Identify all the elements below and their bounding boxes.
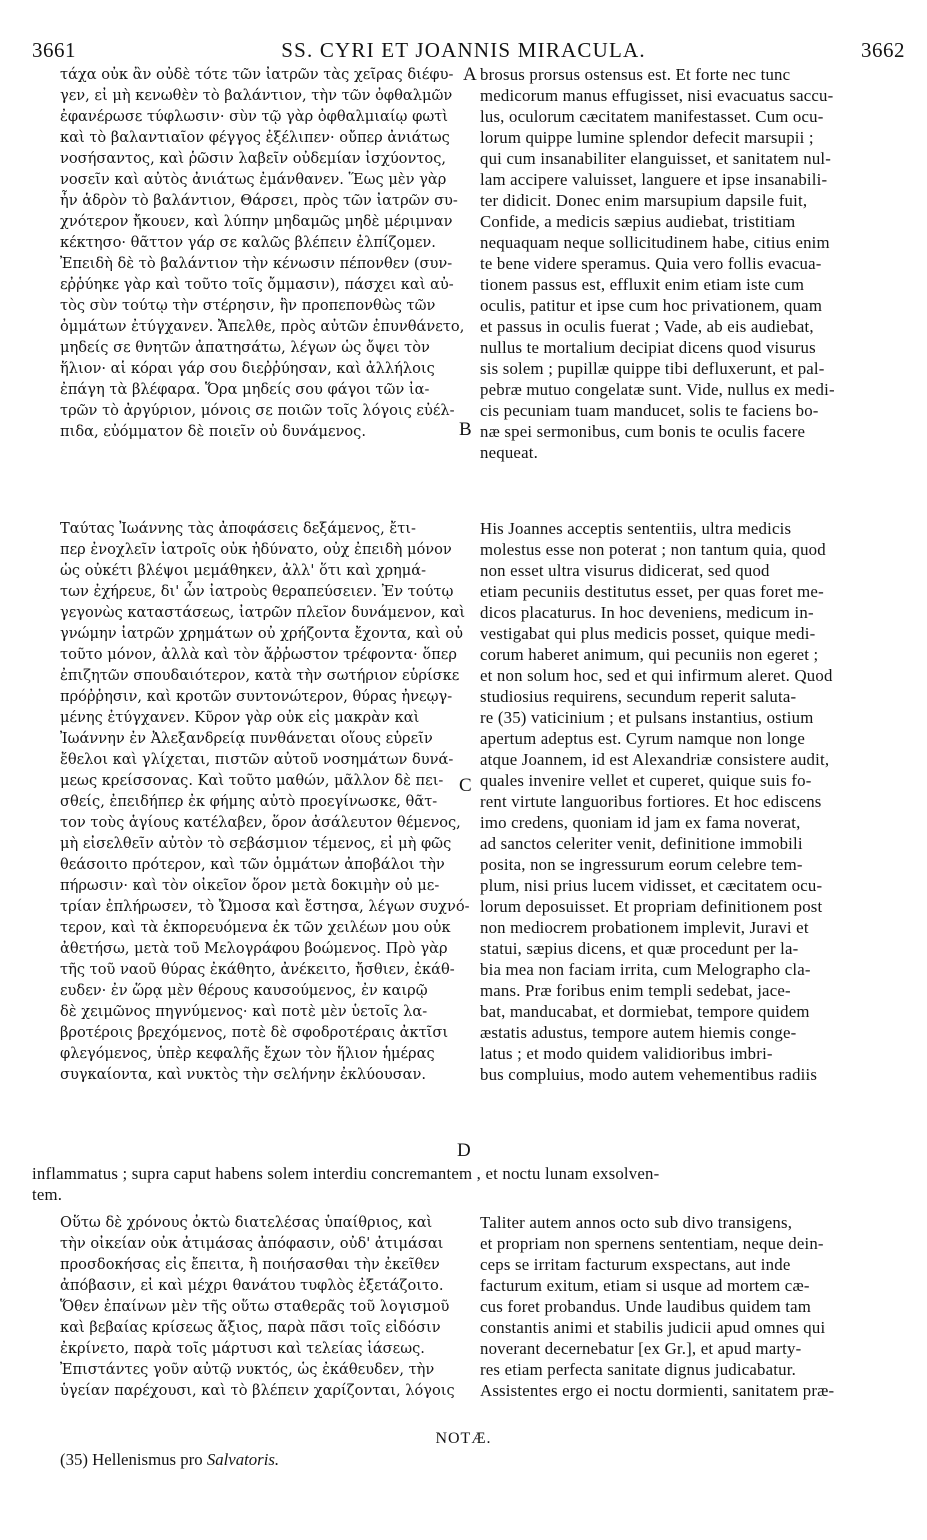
- text-line: ἦν ἁδρὸν τὸ βαλάντιον, Θάρσει, πρὸς τῶν ἰατρῶν συ-: [60, 192, 458, 209]
- text-line: ἐπάγη τὰ βλέφαρα. Ὅρα μηδείς σου φάγοι τῶν ἰα-: [60, 381, 430, 398]
- text-line: τον τοὺς ἁγίους κατέλαβεν, ὅρον ἀσάλευτον θέμενος,: [60, 814, 461, 831]
- text-line: apertum adeptus est. Cyrum namque non longe: [480, 729, 806, 748]
- text-line: μεως κρείσσονας. Καὶ τοῦτο μαθών, μᾶλλον δὲ πει-: [60, 772, 444, 789]
- text-line: καὶ βεβαίας κρίσεως ἄξιος, παρὰ πᾶσι τοῖς εἰδόσιν: [60, 1319, 441, 1336]
- text-line: Assistentes ergo ei noctu dormienti, sanitatem præ-: [480, 1381, 835, 1400]
- text-line: cus foret probandus. Unde laudibus quidem tam: [480, 1297, 812, 1316]
- text-line: æstatis adustus, tempore autem hiemis conge-: [480, 1023, 797, 1042]
- text-line: Taliter autem annos octo sub divo transigens,: [480, 1213, 793, 1232]
- text-line: lam accipere valuisset, languere et ipse insanabili-: [480, 170, 828, 189]
- text-line: νοσήσαντος, καὶ ῥῶσιν λαβεῖν οὐδεμίαν ἰσχύοντος,: [60, 150, 447, 167]
- text-line: studiosius requirens, secundum reperit saluta-: [480, 687, 797, 706]
- latin-column-block-2: [480, 518, 898, 1085]
- text-line: μένης ἐτύγχανεν. Κῦρον γὰρ οὐκ εἰς μακρὰν καὶ: [60, 709, 420, 726]
- text-line: τάχα οὐκ ἂν οὐδὲ τότε τῶν ἰατρῶν τὰς χεῖρας διέφυ-: [60, 66, 454, 83]
- text-line: lorum deposuisset. Et propriam definitionem post: [480, 897, 823, 916]
- text-line: Ἐπειδὴ δὲ τὸ βαλάντιον τὴν κένωσιν πέπονθεν (συν-: [60, 255, 453, 272]
- text-line: ἐπιζητῶν σπουδαιότερον, κατὰ τὴν σωτήριον εὑρίσκε: [60, 667, 460, 684]
- text-line: γνώμην ἰατρῶν χρημάτων οὐ χρήζοντα ἔχοντα, καὶ οὐ: [60, 625, 463, 642]
- text-line: non mediocrem probationem implevit, Juravi et: [480, 918, 809, 937]
- text-line: ὑγείαν παρέχουσι, καὶ τὸ βλέπειν χαρίζονται, λόγοις: [60, 1382, 455, 1399]
- text-line: νοσεῖν καὶ αὐτὸς ἀνιάτως ἐμάνθανεν. Ἕως μὲν γὰρ: [60, 171, 447, 188]
- margin-marker-c: C: [459, 775, 472, 796]
- text-line: constantis animi et stabilis judicii apud omnes qui: [480, 1318, 826, 1337]
- text-line: ευδεν· ἐν ὥρᾳ μὲν θέρους καυσούμενος, ἐν καιρῷ: [60, 982, 428, 999]
- text-line: næ spei sermonibus, cum bonis te oculis facere: [480, 422, 806, 441]
- text-line: καὶ τὸ βαλαντιαῖον φέγγος ἐξέλιπεν· οὔπερ ἀνιάτως: [60, 129, 450, 146]
- text-line: re (35) vaticinium ; et pulsans instantius, ostium: [480, 708, 814, 727]
- text-line: corum haberet animum, qui pecuniis non egeret ;: [480, 645, 819, 664]
- text-line: θεάσοιτο πρότερον, καὶ τῶν ὀμμάτων ἀποβάλοι τὴν: [60, 856, 445, 873]
- text-line: περ ἐνοχλεῖν ἰατροῖς οὐκ ἠδύνατο, οὐχ ἐπειδὴ μόνον: [60, 541, 452, 558]
- text-line: pebræ mutuo congelatæ sunt. Vide, nullus ex medi-: [480, 380, 835, 399]
- latin-column-block-3: [480, 1212, 898, 1401]
- text-line: inflammatus ; supra caput habens solem interdiu concremantem , et noctu lunam exsolven-: [32, 1164, 660, 1183]
- text-line: μηδείς σε θνητῶν ἀπατησάτω, λέγων ὡς ὄψει τὸν: [60, 339, 430, 356]
- text-line: Οὕτω δὲ χρόνους ὀκτὼ διατελέσας ὑπαίθριος, καὶ: [60, 1214, 433, 1231]
- text-line: γεν, εἰ μὴ κενωθὲν τὸ βαλάντιον, τὴν τῶν ὀφθαλμῶν: [60, 87, 453, 104]
- footnote-italic-word: Salvatoris.: [206, 1450, 280, 1469]
- text-line: te bene videre speramus. Quia vero follis evacua-: [480, 254, 822, 273]
- footnote-35: [60, 1450, 279, 1470]
- text-line: His Joannes acceptis sententiis, ultra medicis: [480, 519, 792, 538]
- text-line: Ταύτας Ἰωάννης τὰς ἀποφάσεις δεξάμενος, ἔτι-: [60, 520, 416, 537]
- text-line: cis pecuniam tuam manducet, solis te faciens bo-: [480, 401, 819, 420]
- text-line: πήρωσιν· καὶ τὸν οἰκεῖον ὅρον μετὰ δοκιμὴν οὐ με-: [60, 877, 440, 894]
- text-line: non esset ultra visurus didicerat, sed quod: [480, 561, 770, 580]
- text-line: bus compluius, modo autem vehementibus radiis: [480, 1065, 818, 1084]
- footnote-text: (35) Hellenismus pro: [60, 1450, 203, 1469]
- text-line: nequaquam neque sollicitudinem habe, citius enim: [480, 233, 830, 252]
- margin-marker-a: A: [463, 64, 477, 85]
- left-page-number: 3661: [32, 38, 76, 62]
- text-line: Ἐπιστάντες γοῦν αὐτῷ νυκτός, ὡς ἐκάθευδεν, τὴν: [60, 1361, 435, 1378]
- text-line: ter didicit. Donec enim marsupium dapsile fuit,: [480, 191, 808, 210]
- text-line: τοῦτο μόνον, ἀλλὰ καὶ τὸν ἄῤῥωστον τρέφοντα· ὅπερ: [60, 646, 457, 663]
- text-line: σθείς, ἐπειδήπερ ἐκ φήμης αὐτὸ προεγίνωσκε, θᾶτ-: [60, 793, 438, 810]
- text-line: τὴν οἰκείαν οὐκ ἀτιμάσας ἀπόφασιν, οὐδ' ἀτιμάσαι: [60, 1235, 444, 1252]
- text-line: ὡς οὐκέτι βλέψοι μεμάθηκεν, ἀλλ' ὅτι καὶ χρημά-: [60, 562, 427, 579]
- right-page-number: 3662: [861, 38, 905, 62]
- text-line: tem.: [32, 1185, 63, 1204]
- notes-heading: NOTÆ.: [435, 1430, 492, 1447]
- text-line: et passus in oculis fuerat ; Vade, ab eis audiebat,: [480, 317, 814, 336]
- greek-column-block-2: [60, 518, 470, 1085]
- text-line: χνότερον ἤκουεν, καὶ λύπην μηδαμῶς μηδὲ μέριμναν: [60, 213, 453, 230]
- text-line: των ἐχήρευε, δι' ὧν ἰατροὺς θεραπεύσειεν. Ἐν τούτῳ: [60, 583, 454, 600]
- text-line: quales invenire vellet et cuperet, quique suis fo-: [480, 771, 812, 790]
- text-line: bat, manducabat, et dormiebat, tempore quidem: [480, 1002, 810, 1021]
- text-line: Ὅθεν ἐπαίνων μὲν τῆς οὕτω σταθερᾶς τοῦ λογισμοῦ: [60, 1298, 450, 1315]
- text-line: Confide, a medicis sæpius audiebat, tristitiam: [480, 212, 796, 231]
- text-line: βροτέροις βρεχόμενος, ποτὲ δὲ σφοδροτέραις ἀκτῖσι: [60, 1024, 449, 1041]
- text-line: qui cum insanabiliter elanguisset, et sanitatem nul-: [480, 149, 832, 168]
- text-line: φλεγόμενος, ὑπὲρ κεφαλῆς ἔχων τὸν ἥλιον ἡμέρας: [60, 1045, 435, 1062]
- text-line: τῆς τοῦ ναοῦ θύρας ἐκάθητο, ἀνέκειτο, ἤσθιεν, ἐκάθ-: [60, 961, 455, 978]
- text-line: rent virtute languoribus fortiores. Et hoc ediscens: [480, 792, 822, 811]
- text-line: et non solum hoc, sed et qui infirmum aleret. Quod: [480, 666, 833, 685]
- text-line: ἔθελοι καὶ γλίχεται, πιστῶν αὐτοῦ νοσημάτων δυνά-: [60, 751, 454, 768]
- text-line: μὴ εἰσελθεῖν αὐτὸν τὸ σεβάσμιον τέμενος, εἰ μὴ φῶς: [60, 835, 452, 852]
- text-line: imo credens, quoniam id jam ex fama noverat,: [480, 813, 801, 832]
- text-line: molestus esse non poterat ; non tantum quia, quod: [480, 540, 826, 559]
- greek-column-block-3: [60, 1212, 470, 1401]
- text-line: posita, non se ingressurum eorum celebre tem-: [480, 855, 803, 874]
- text-line: tionem passus est, effluxit enim etiam iste cum: [480, 275, 805, 294]
- text-line: τὸς σὺν τούτῳ τὴν στέρησιν, ἣν προπεπονθὼς τῶν: [60, 297, 436, 314]
- text-line: oculis, patitur et ipse cum hoc privationem, quam: [480, 296, 823, 315]
- text-line: γεγονὼς καταστάσεως, ἰατρῶν πλεῖον δυνάμενον, καὶ: [60, 604, 466, 621]
- text-line: ceps se irritam facturum exspectans, aut inde: [480, 1255, 791, 1274]
- text-line: ad sanctos celeriter venit, definitione immobili: [480, 834, 803, 853]
- text-line: τρῶν τὸ ἀργύριον, μόνοις σε ποιῶν τοῖς λόγοις εὐέλ-: [60, 402, 455, 419]
- text-line: medicorum manus effugisset, nisi evacuatus saccu-: [480, 86, 834, 105]
- text-line: vestigabat qui plus medicis posset, quique medi-: [480, 624, 816, 643]
- text-line: ἐφανέρωσε τύφλωσιν· σὺν τῷ γὰρ ὀφθαλμιαίῳ φωτὶ: [60, 108, 449, 125]
- text-line: Ἰωάννην ἐν Ἀλεξανδρείᾳ πυνθάνεται οἵους εὑρεῖν: [60, 730, 433, 747]
- text-line: τερον, καὶ τὰ ἐκπορευόμενα ἐκ τῶν χειλέων μου οὐκ: [60, 919, 451, 936]
- text-line: lus, oculorum cæcitatem manifestasset. Cum ocu-: [480, 107, 824, 126]
- text-line: et propriam non spernens sententiam, neque dein-: [480, 1234, 824, 1253]
- text-line: mans. Præ foribus enim templi sedebat, jace-: [480, 981, 791, 1000]
- text-line: κέκτησο· θᾶττον γάρ σε καλῶς βλέπειν ἐλπίζομεν.: [60, 234, 436, 251]
- text-line: statui, sæpius dicens, et quæ procedunt per la-: [480, 939, 799, 958]
- text-line: brosus prorsus ostensus est. Et forte nec tunc: [480, 65, 791, 84]
- text-line: πιδα, εὐόμματον δὲ ποιεῖν οὐ δυνάμενος.: [60, 423, 366, 440]
- greek-column-block-1: [60, 64, 470, 442]
- text-line: τρίαν ἐπλήρωσεν, τὸ Ὤμοσα καὶ ἔστησα, λέγων συχνό-: [60, 898, 470, 915]
- full-width-text: [32, 1163, 898, 1205]
- margin-marker-b: B: [459, 419, 472, 440]
- text-line: ὀμμάτων ἐτύγχανεν. Ἄπελθε, πρὸς αὐτῶν ἐπυνθάνετο,: [60, 318, 465, 335]
- margin-marker-d: D: [457, 1140, 471, 1161]
- text-line: ἥλιον· αἱ κόραι γάρ σου διεῤῥύησαν, καὶ ἀλλήλοις: [60, 360, 435, 377]
- text-line: lorum quippe lumine splendor defecit marsupii ;: [480, 128, 814, 147]
- text-line: etiam pecuniis destitutus esset, per quas foret me-: [480, 582, 824, 601]
- text-line: nullus te mortalium decipiat dicens quod visurus: [480, 338, 816, 357]
- text-line: atque Joannem, id est Alexandriæ consistere audit,: [480, 750, 830, 769]
- text-line: προσδοκήσας εἰς ἔπειτα, ἢ ποιήσασθαι τὴν ἐκεῖθεν: [60, 1256, 440, 1273]
- text-line: ἀπόβασιν, εἰ καὶ μέχρι θανάτου τυφλὸς ἐξετάζοιτο.: [60, 1277, 444, 1294]
- text-line: συγκαίοντα, καὶ νυκτὸς τὴν σελήνην ἐκλύουσαν.: [60, 1066, 427, 1083]
- text-line: nequeat.: [480, 443, 538, 462]
- latin-column-block-1: [480, 64, 898, 463]
- text-line: sis solem ; pupillæ quippe tibi defluxerunt, et pal-: [480, 359, 825, 378]
- text-line: res etiam perfecta sanitate dignus judicabatur.: [480, 1360, 797, 1379]
- text-line: noverant decernebatur [ex Gr.], et apud marty-: [480, 1339, 802, 1358]
- text-line: facturum exitum, etiam si usque ad mortem cæ-: [480, 1276, 810, 1295]
- text-line: plum, nisi prius lucem vidisset, et cæcitatem ocu-: [480, 876, 823, 895]
- text-line: dicos placaturus. In hoc deveniens, medicum in-: [480, 603, 814, 622]
- text-line: ἀθετήσω, μετὰ τοῦ Μελογράφου βοώμενος. Πρὸ γὰρ: [60, 940, 448, 957]
- text-line: ἐκρίνετο, παρὰ τοῖς μάρτυσι καὶ τελείας ἰάσεως.: [60, 1340, 425, 1357]
- running-title: SS. CYRI ET JOANNIS MIRACULA.: [281, 38, 646, 62]
- text-line: εῤῥύηκε γὰρ καὶ τοῦτο τοῖς ὄμμασιν), πάσχει καὶ αὐ-: [60, 276, 454, 293]
- text-line: δὲ χειμῶνος πηγνύμενος· καὶ ποτὲ μὲν ὑετοῖς λα-: [60, 1003, 428, 1020]
- text-line: πρόῤῥησιν, καὶ κροτῶν συντονώτερον, θύρας ἠνεῳγ-: [60, 688, 453, 705]
- text-line: bia mea non faciam irrita, cum Melographo cla-: [480, 960, 811, 979]
- text-line: latus ; et modo quidem validioribus imbri-: [480, 1044, 773, 1063]
